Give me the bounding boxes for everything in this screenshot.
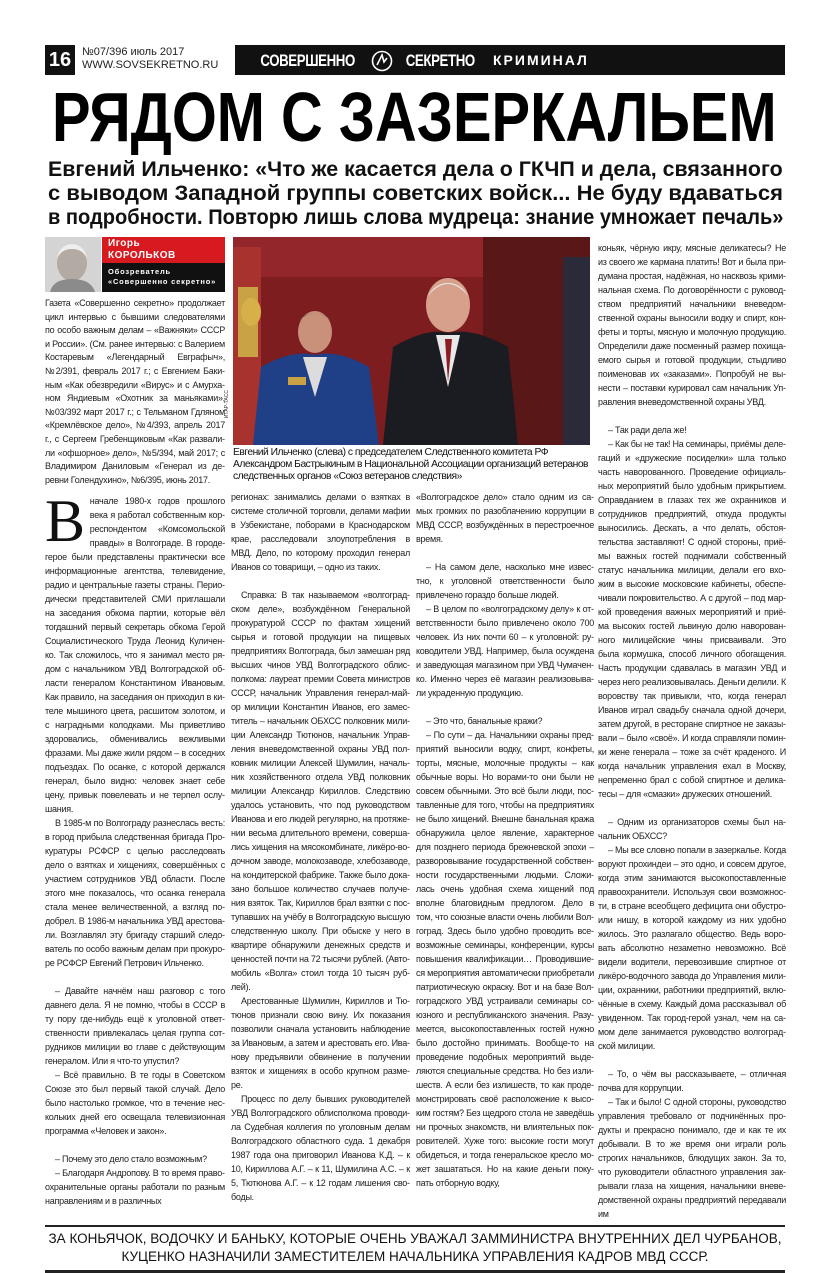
author-role-line: «Совершенно секретно»	[108, 277, 217, 286]
intro-text: Газета «Совершенно секретно» продолжает цикл интервью с бывшими следователями по особо важным делам – «Важняки» СССР и России». (См. ранее интервью: с Валерием Костаревым «Легендарный Евграфыч», №2/391, февраль 2017 г.; с Евгением Бакиным «Как обезвредили «Вирус» и с Амурханом Яндиевым «Охотник за маньяками», №03/392 март 2017 г.; с Тельманом Гдляном «Кремлёвское дело», №4/393, апрель 2017 г., с Сергеем Гребенщиковым «Как развалили «офшорное» дело», №5/394, май 2017; с Владимиром Даниловым «Генерал из деревни Голендухино», №6/395, июнь 2017.	[45, 298, 225, 485]
article-paragraph: – Так и было! С одной стороны, руководство управления требовало от подчинённых продукты и прекрасно понимало, где и как те их добывали. В то же время они играли роль строгих начальников, блюдущих закон. За то, что руководители областного управления закрывали глаза на хищения, начальники вневедомственной охраны предприятий передавали им	[598, 1097, 786, 1219]
section-label: КРИМИНАЛ	[493, 52, 589, 68]
author-name	[102, 237, 225, 263]
subheadline-line: с выводом Западной группы советских войск... Не буду вдаваться	[48, 182, 783, 205]
author-box	[45, 237, 225, 292]
article-paragraph: – На самом деле, насколько мне известно, к уголовной ответственности было привлечено гораздо больше людей.	[416, 562, 594, 600]
issue-number: №07/396 июль 2017	[82, 46, 185, 58]
author-first-name: Игорь	[108, 238, 141, 249]
article-paragraph: – Одним из организаторов схемы был начальник ОБХСС?	[598, 817, 786, 841]
article-column-3	[416, 490, 594, 1190]
photo-caption: Евгений Ильченко (слева) с председателем Следственного комитета РФ Александром Бастрыкиным в Национальной Ассоциации организаций ветеранов следственных органов «Союз ветеранов следствия»	[233, 447, 589, 483]
issue-info	[82, 46, 218, 72]
article-paragraph: В 1985-м по Волгограду разнеслась весть: в город прибыла следственная бригада Прокуратуры РСФСР с целью расследовать дело о взятках и хищениях, совершённых с участием сотрудников УВД области. После этого мне показалось, что осанка генерала стала менее величественной, а взгляд подобрел. В 1986-м начальника УВД арестовали. Возглавлял эту бригаду старший следователь по особо важным делам при прокуроре РСФСР Евгений Петрович Ильченко.	[45, 818, 225, 968]
logo-right-word: СЕКРЕТНО	[405, 51, 476, 70]
article-column-1	[45, 488, 225, 1208]
article-column-4	[598, 241, 786, 1221]
banner-line: КУЦЕНКО НАЗНАЧИЛИ ЗАМЕСТИТЕЛЕМ НАЧАЛЬНИКА УПРАВЛЕНИЯ КАДРОВ МВД СССР.	[121, 1249, 709, 1264]
banner-line: ЗА КОНЬЯЧОК, ВОДОЧКУ И БАНЬКУ, КОТОРЫЕ ОЧЕНЬ УВАЖАЛ ЗАММИНИСТРА ВНУТРЕННИХ ДЕЛ ЧУРБАНОВ,	[48, 1231, 782, 1246]
article-paragraph: Справка: В так называемом «волгоградском деле», возбуждённом Генеральной прокуратурой СССР по фактам хищений сырья и готовой продукции на пищевых предприятиях Волгограда, был замешан ряд высших чинов УВД Волгоградского облисполкома: лауреат премии Совета министров СССР, начальник Управления генерал-майор милиции Константин Иванов, его заместитель – начальник ОБХСС полковник милиции Александр Тютюнов, начальник Управления вневедомственной охраны УВД полковник милиции Алексей Шумилин, начальник хозяйственного отдела УВД полковник милиции Александр Кириллов. Следствию удалось установить, что под руководством Иванова и его людей регулярно, на протяжении весьма длительного времени, совершались хищения на мясокомбинате, ликёро-водочном заводе, молокозаводе, хлебозаводе, на кондитерской фабрике. Также было доказано большое количество случаев получения взяток. Так, Кириллов брал взятки с поступавших на учёбу в Волгоградскую высшую следственную школу. При обыске у него в квартире обнаружили денежных средств и ценностей почти на 72 тысячи рублей. (Автомобиль «Волга» стоил тогда 10 тысяч рублей).	[231, 590, 410, 992]
headline	[52, 77, 777, 157]
newspaper-logo	[247, 50, 485, 72]
photo-credit: ИТАР-ТАСС	[224, 390, 230, 419]
article-paragraph: – По сути – да. Начальники охраны предприятий выносили водку, спирт, конфеты, торты, мясные, молочные продукты – как обычные воры. Но ворами-то они были не совсем обычными. Это всё были люди, поставленные для того, чтобы на предприятиях не было хищений. Внешне банальная кража обнаружила целое явление, характерное для позднего периода брежневской эпохи – разворовывание государственной собственности государственными людьми. Сложилась очень удобная схема хищений под вполне благовидным предлогом. Дело в том, что союзные власти очень любили Волгоград. Здесь было удобно проводить всевозможные семинары, конференции, курсы повышения квалификации… Проводившиеся мероприятия автоматически приобретали патриотическую окраску. Вот и на базе Волгоградского УВД устраивали семинары союзного и республиканского значения. Разумеется, высокопоставленных гостей нужно было достойно принимать. Вообще-то на проведение подобных мероприятий выделяются специальные средства. Но без излишеств. А если без излишеств, то как продемонстрировать своё расположение к высоким гостям? Без щедрого стола не заведёшь ни прочных знакомств, ни влиятельных покровителей. Хуже того: высокие гости могут обидеться, и тогда генеральское кресло может зашататься. Но на какие деньги покупать отборную водку,	[416, 730, 594, 1188]
article-paragraph: – То, о чём вы рассказываете, – отличная почва для коррупции.	[598, 1069, 786, 1093]
article-paragraph: – Благодаря Андропову. В то время правоохранительные органы работали по разным направлениям и в различных	[45, 1168, 225, 1206]
article-photo	[233, 237, 590, 445]
article-paragraph: – Почему это дело стало возможным?	[55, 1154, 207, 1164]
subheadline-line: в подробности. Повторю лишь слова мудреца: знание умножает печаль»	[48, 206, 784, 229]
author-last-name: КОРОЛЬКОВ	[108, 249, 176, 261]
article-paragraph: – Давайте начнём наш разговор с того давнего дела. Я не помню, чтобы в СССР в ту пору где-нибудь ещё к уголовной ответственности привлекалась целая группа сотрудников милиции во главе с действующим генералом. Или я что-то упустил?	[45, 986, 225, 1066]
article-column-2	[231, 490, 410, 1204]
subheadline-line: Евгений Ильченко: «Что же касается дела о ГКЧП и дела, связанного	[48, 158, 783, 181]
page-number: 16	[45, 45, 75, 75]
article-paragraph	[45, 488, 225, 816]
article-paragraph: «Волгоградское дело» стало одним из самых громких по разоблачению коррупции в МВД СССР, возбуждённых в перестроечное время.	[416, 492, 594, 544]
article-paragraph: Арестованные Шумилин, Кириллов и Тютюнов признали свою вину. Их показания позволили сначала установить наблюдение за Ивановым, а затем и арестовать его. Иванову предъявили обвинение в получении взяток и хищениях в особо крупном размере.	[231, 996, 410, 1090]
pull-quote-banner	[45, 1230, 785, 1266]
author-photo	[45, 237, 101, 292]
article-paragraph-text: начале 1980-х годов прошлого века я работал собственным корреспондентом «Комсомольской правды» в Волгограде. В городе-герое были представлены практически все информационные агентства, телевидение, радио и центральные газеты страны. Периодически представителей СМИ приглашали на заседания обкома партии, которые вёл тогдашний первый секретарь обкома Герой Социалистического Труда Леонид Куличенко. Так сложилось, что я занимал место рядом с начальником УВД Волгоградской области генералом Константином Ивановым. Как правило, на заседания он приходил в кителе мышиного цвета, расшитом золотом, и с наградными колодками. Мы приветливо здоровались, обменивались вежливыми фразами. Мы даже жили рядом – в соседних подъездах. По осанке, с которой держался генерал, было видно: человек знает себе цену, привык повелевать и не терпел ослушания.	[45, 496, 225, 814]
article-paragraph: – Это что, банальные кражи?	[426, 716, 543, 726]
headline-text: РЯДОМ С ЗАЗЕРКАЛЬЕМ	[52, 78, 777, 156]
article-paragraph: Процесс по делу бывших руководителей УВД Волгоградского облисполкома проводила Судебная коллегия по уголовным делам Волгоградского областного суда. 1 декабря 1987 года она приговорил Иванова К.Д. – к 10, Кириллова А.Г. – к 11, Шумилина А.С. – к 5, Тютюнова А.Г. – к 12 годам лишения свободы.	[231, 1094, 410, 1202]
logo-left-word: СОВЕРШЕННО	[260, 51, 355, 70]
website-link[interactable]: WWW.SOVSEKRETNO.RU	[82, 59, 219, 71]
article-paragraph: коньяк, чёрную икру, мясные деликатесы? Не из своего же кармана платить! Вот и была придумана простая, надёжная, но насквозь криминальная схема. По договорённости с руководством предприятий начальники вневедомственной охраны выносили водку и спирт, конфеты и торты, мясную и молочную продукцию. Определили даже посменный размер похищаемого сырья и готовой продукции, стыдливо поименовав их «заказами». Попробуй не вынести – поставки курировал сам начальник Управления вневедомственной охраны УВД.	[598, 243, 786, 407]
article-paragraph: – Всё правильно. В те годы в Советском Союзе это был первый такой случай. Дело было настолько громкое, что в течение нескольких дней его освещала телевизионная программа «Человек и закон».	[45, 1070, 225, 1136]
article-paragraph: – В целом по «волгоградскому делу» к ответственности было привлечено около 700 человек. Из них почти 60 – к уголовной: руководители УВД. Например, была осуждена и заведующая магазином при УВД Чумаченко. Именно через её магазин реализовывали украденную продукцию.	[416, 604, 594, 698]
banner-top-rule	[45, 1225, 785, 1227]
logo-emblem-icon	[371, 50, 393, 72]
author-role-line: Обозреватель	[108, 267, 171, 276]
article-paragraph: – Мы все словно попали в зазеркалье. Когда воруют прохиндеи – это одно, и совсем другое, когда этим занимаются высокопоставленные правоохранители. Используя свои возможности, в стране всеобщего дефицита они обустроили нишу, в которой каждому из них удобно жилось. Это разлагало общество. Ведь воровать абсолютно незаметно невозможно. Всё видели водители, перевозившие спиртное от ликёро-водочного завода до Управления милиции, охранники, работники предприятий, включённые в схему. Каждый дома рассказывал об увиденном. Так город-герой узнал, чем на самом деле занимается руководство волгоградской милиции.	[598, 845, 786, 1051]
drop-cap: В	[45, 488, 85, 554]
masthead-band	[235, 45, 785, 75]
article-paragraph: – Как бы не так! На семинары, приёмы делегаций и «дружеские посиделки» шла только часть наворованного. Проведение официальных мероприятий было удобным прикрытием. Оправданием в глазах тех же охранников и сотрудников предприятий, откуда продукты выносились. Дескать, а что делать, обстоятельства заставляют! С одной стороны, приёмы важных гостей поднимали собственный статус начальника милиции, делали его вхожим в высокие московские кабинеты, обеспечивали покровительство. А с другой – под маркой проведения важных мероприятий и приёма высоких гостей львиную долю наворованного милицейские чины присваивали. Это была кормушка, способ личного обогащения. Часть продукции сдавалась в магазин УВД и через него реализовывалась. Деньги делили. К воровству так привыкли, что, когда генерал Иванов играл свадьбу сначала одной дочери, затем другой, в ресторане спиртное не заказывали – было «своё». И когда справляли поминки жене генерала – тоже за счёт краденого. И когда начальник управления ехал в Москву, непременно брал с собой спиртное и деликатесы – для «смазки» дружеских отношений.	[598, 439, 786, 799]
article-paragraph: регионах: занимались делами о взятках в системе столичной торговли, делами мафии в Узбекистане, поборами в Краснодарском крае, расследовали злоупотребления в МВД. Дело, по которому проходил генерал Иванов со товарищи, – одно из таких.	[231, 492, 410, 572]
article-paragraph: – Так ради дела же!	[608, 425, 687, 435]
subheadline	[48, 158, 783, 230]
author-role	[102, 263, 225, 292]
